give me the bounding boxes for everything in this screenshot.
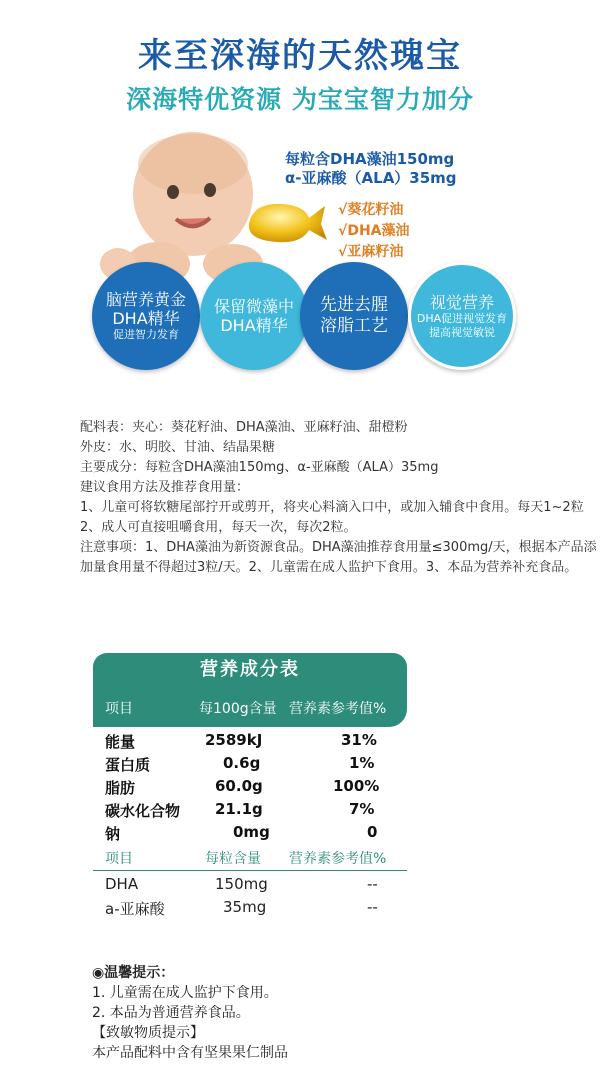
description-line: 外皮：水、明胶、甘油、结晶果糖 bbox=[80, 440, 276, 455]
badge-line: 促进智力发育 bbox=[113, 328, 179, 341]
table-cell: 0 bbox=[367, 823, 378, 841]
spec-line-ala: α-亚麻酸（ALA）35mg bbox=[285, 169, 457, 187]
tip-line: 2. 本品为普通营养食品。 bbox=[92, 1005, 250, 1021]
nutrition-table bbox=[93, 653, 407, 931]
description-line: 配料表：夹心：葵花籽油、DHA藻油、亚麻籽油、甜橙粉 bbox=[80, 420, 408, 435]
table-cell: 能量 bbox=[105, 733, 136, 751]
spec-line-dha: 每粒含DHA藻油150mg bbox=[285, 150, 455, 168]
tip-line: 1. 儿童需在成人监护下食用。 bbox=[92, 985, 278, 1001]
badge-process bbox=[300, 262, 408, 370]
table-cell: 脂肪 bbox=[105, 779, 136, 797]
badge-brain-nutrition bbox=[92, 262, 200, 370]
badge-vision bbox=[408, 262, 516, 370]
header-cell: 项目 bbox=[105, 851, 133, 867]
badge-line: 脑营养黄金 bbox=[105, 290, 186, 309]
table-cell: 21.1g bbox=[215, 800, 263, 818]
tips-title: ◉温馨提示： bbox=[92, 965, 175, 981]
table-cell: 碳水化合物 bbox=[105, 802, 181, 820]
ingredient-item: √DHA藻油 bbox=[338, 223, 410, 239]
badge-line: 溶脂工艺 bbox=[320, 316, 388, 336]
badge-line: 先进去腥 bbox=[320, 295, 388, 315]
nutrition-title: 营养成分表 bbox=[93, 653, 407, 687]
description-line: 建议食用方法及推荐食用量： bbox=[80, 480, 250, 495]
table-cell: 31% bbox=[341, 731, 377, 749]
nutrition-subheader bbox=[93, 848, 407, 871]
table-row bbox=[93, 731, 407, 754]
badge-line: DHA精华 bbox=[220, 316, 288, 335]
table-cell: 7% bbox=[349, 800, 375, 818]
badge-line: 保留微藻中 bbox=[213, 297, 294, 316]
table-cell: -- bbox=[367, 875, 378, 893]
description-line: 注意事项：1、DHA藻油为新资源食品。DHA藻油推荐食用量≤300mg/天，根据本产品添加量食用量不得超过3粒/天。2、儿童需在成人监护下食用。3、本品为营养补充食品。 bbox=[80, 540, 597, 575]
header-cell: 每粒含量 bbox=[205, 851, 261, 867]
table-cell: a-亚麻酸 bbox=[105, 900, 165, 918]
ingredient-item: √葵花籽油 bbox=[338, 202, 404, 218]
badge-microalgae bbox=[200, 262, 308, 370]
table-row bbox=[93, 777, 407, 800]
badge-line: DHA精华 bbox=[112, 309, 180, 328]
header-cell: 营养素参考值% bbox=[289, 851, 387, 867]
tip-line: 【致敏物质提示】 bbox=[92, 1025, 204, 1041]
warm-tips bbox=[92, 963, 572, 1063]
nutrition-header bbox=[93, 687, 407, 727]
page-title: 来至深海的天然瑰宝 bbox=[138, 36, 462, 76]
table-row bbox=[93, 875, 407, 898]
table-row bbox=[93, 823, 407, 846]
table-cell: 0.6g bbox=[223, 754, 261, 772]
header-cell: 每100g含量 bbox=[199, 701, 277, 717]
table-cell: 1% bbox=[349, 754, 375, 772]
badge-line: 提高视觉敏锐 bbox=[429, 325, 495, 339]
dha-spec bbox=[285, 150, 457, 188]
page-subtitle: 深海特优资源 为宝宝智力加分 bbox=[126, 85, 474, 114]
product-description bbox=[80, 418, 600, 578]
header-cell: 项目 bbox=[105, 701, 133, 717]
ingredient-item: √亚麻籽油 bbox=[338, 244, 404, 260]
capsule-image bbox=[243, 198, 329, 246]
table-cell: 0mg bbox=[233, 823, 270, 841]
table-cell: -- bbox=[367, 898, 378, 916]
header-cell: 营养素参考值% bbox=[289, 701, 387, 717]
table-cell: 蛋白质 bbox=[105, 756, 151, 774]
description-line: 2、成人可直接咀嚼食用，每天一次，每次2粒。 bbox=[80, 520, 357, 535]
table-cell: 150mg bbox=[215, 875, 268, 893]
table-cell: DHA bbox=[105, 875, 139, 893]
tip-line: 本产品配料中含有坚果果仁制品 bbox=[92, 1045, 288, 1061]
table-cell: 100% bbox=[333, 777, 380, 795]
table-cell: 2589kJ bbox=[205, 731, 263, 749]
description-line: 1、儿童可将软糖尾部拧开或剪开，将夹心料滴入口中，或加入辅食中食用。每天1~2粒 bbox=[80, 500, 584, 515]
table-cell: 35mg bbox=[223, 898, 267, 916]
description-line: 主要成分：每粒含DHA藻油150mg、α-亚麻酸（ALA）35mg bbox=[80, 460, 439, 475]
table-cell: 钠 bbox=[105, 825, 121, 843]
table-row bbox=[93, 898, 407, 921]
table-row bbox=[93, 754, 407, 777]
badge-line: 视觉营养 bbox=[429, 292, 494, 312]
table-row bbox=[93, 800, 407, 823]
ingredient-list bbox=[338, 200, 410, 263]
badge-line: DHA促进视觉发育 bbox=[416, 311, 508, 325]
table-cell: 60.0g bbox=[215, 777, 263, 795]
